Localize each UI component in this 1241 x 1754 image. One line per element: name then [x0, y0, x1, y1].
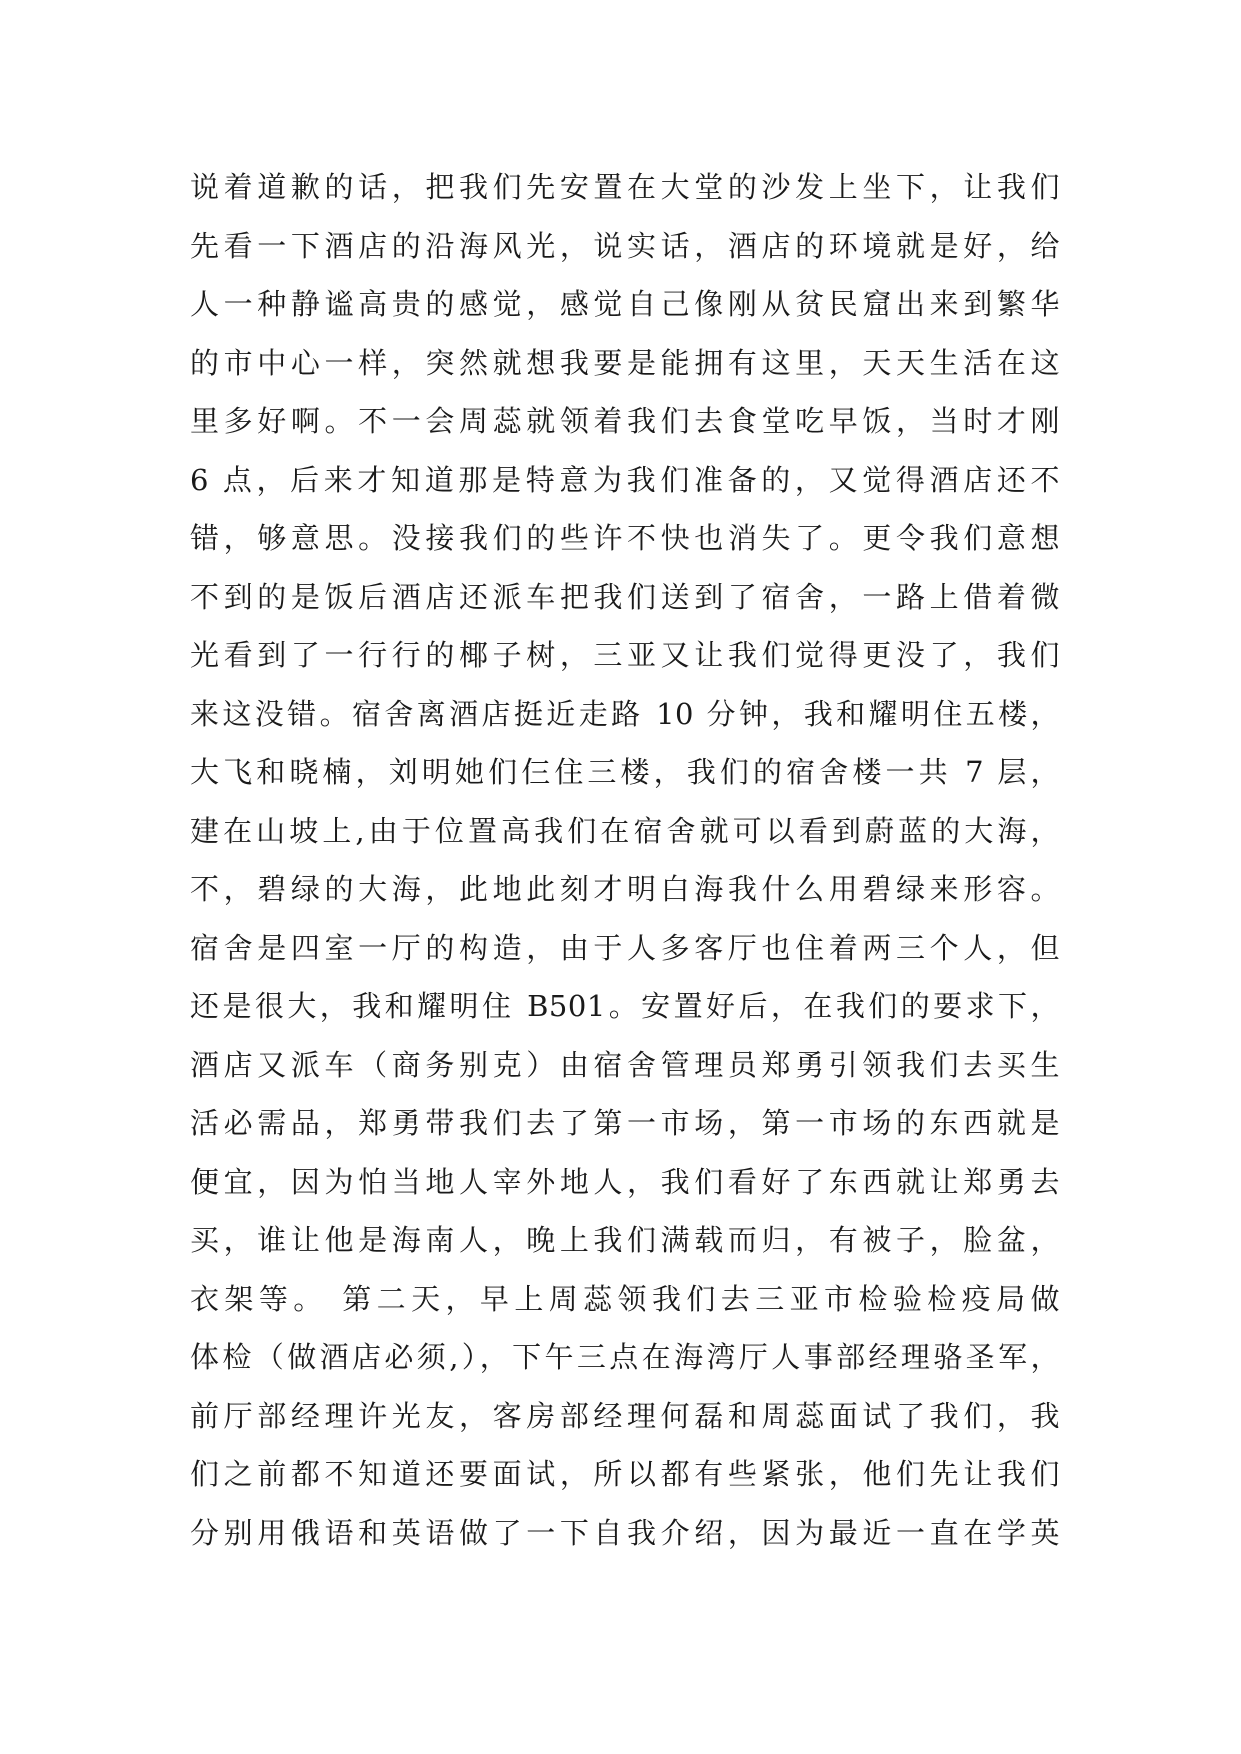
text-line: 错，够意思。没接我们的些许不快也消失了。更令我们意想 — [190, 521, 1060, 555]
text-line: 来这没错。宿舍离酒店挺近走路 10 分钟，我和耀明住五楼， — [190, 696, 1060, 731]
text-line: 先看一下酒店的沿海风光，说实话，酒店的环境就是好，给 — [190, 228, 1060, 263]
text-line: 建在山坡上,由于位置高我们在宿舍就可以看到蔚蓝的大海， — [190, 813, 1060, 848]
text-line: 不，碧绿的大海，此地此刻才明白海我什么用碧绿来形容。 — [190, 872, 1060, 906]
text-line: 人一种静谧高贵的感觉，感觉自己像刚从贫民窟出来到繁华 — [190, 287, 1060, 321]
text-line: 们之前都不知道还要面试，所以都有些紧张，他们先让我们 — [190, 1457, 1060, 1491]
text-line: 说着道歉的话，把我们先安置在大堂的沙发上坐下，让我们 — [190, 170, 1060, 204]
text-line: 买，谁让他是海南人，晚上我们满载而归，有被子，脸盆， — [190, 1223, 1060, 1257]
text-line: 不到的是饭后酒店还派车把我们送到了宿舍，一路上借着微 — [190, 579, 1060, 614]
body-text — [190, 158, 1060, 1562]
text-line: 里多好啊。不一会周蕊就领着我们去食堂吃早饭，当时才刚 — [190, 404, 1060, 438]
text-line: 活必需品，郑勇带我们去了第一市场，第一市场的东西就是 — [190, 1106, 1060, 1140]
text-line: 6 点，后来才知道那是特意为我们准备的，又觉得酒店还不 — [190, 462, 1060, 497]
text-line: 便宜，因为怕当地人宰外地人，我们看好了东西就让郑勇去 — [190, 1164, 1060, 1199]
text-line: 衣架等。 第二天，早上周蕊领我们去三亚市检验检疫局做 — [190, 1281, 1060, 1316]
text-line: 还是很大，我和耀明住 B501。安置好后，在我们的要求下， — [190, 989, 1060, 1023]
text-line: 光看到了一行行的椰子树，三亚又让我们觉得更没了，我们 — [190, 638, 1060, 672]
text-line: 前厅部经理许光友，客房部经理何磊和周蕊面试了我们，我 — [190, 1398, 1060, 1433]
text-line: 分别用俄语和英语做了一下自我介绍，因为最近一直在学英 — [190, 1515, 1060, 1550]
text-line: 宿舍是四室一厅的构造，由于人多客厅也住着两三个人，但 — [190, 930, 1060, 965]
text-line: 的市中心一样，突然就想我要是能拥有这里，天天生活在这 — [190, 345, 1060, 380]
text-line: 体检（做酒店必须,），下午三点在海湾厅人事部经理骆圣军， — [190, 1340, 1060, 1374]
text-line: 大飞和晓楠，刘明她们仨住三楼，我们的宿舍楼一共 7 层， — [190, 755, 1060, 789]
text-line: 酒店又派车（商务别克）由宿舍管理员郑勇引领我们去买生 — [190, 1047, 1060, 1082]
